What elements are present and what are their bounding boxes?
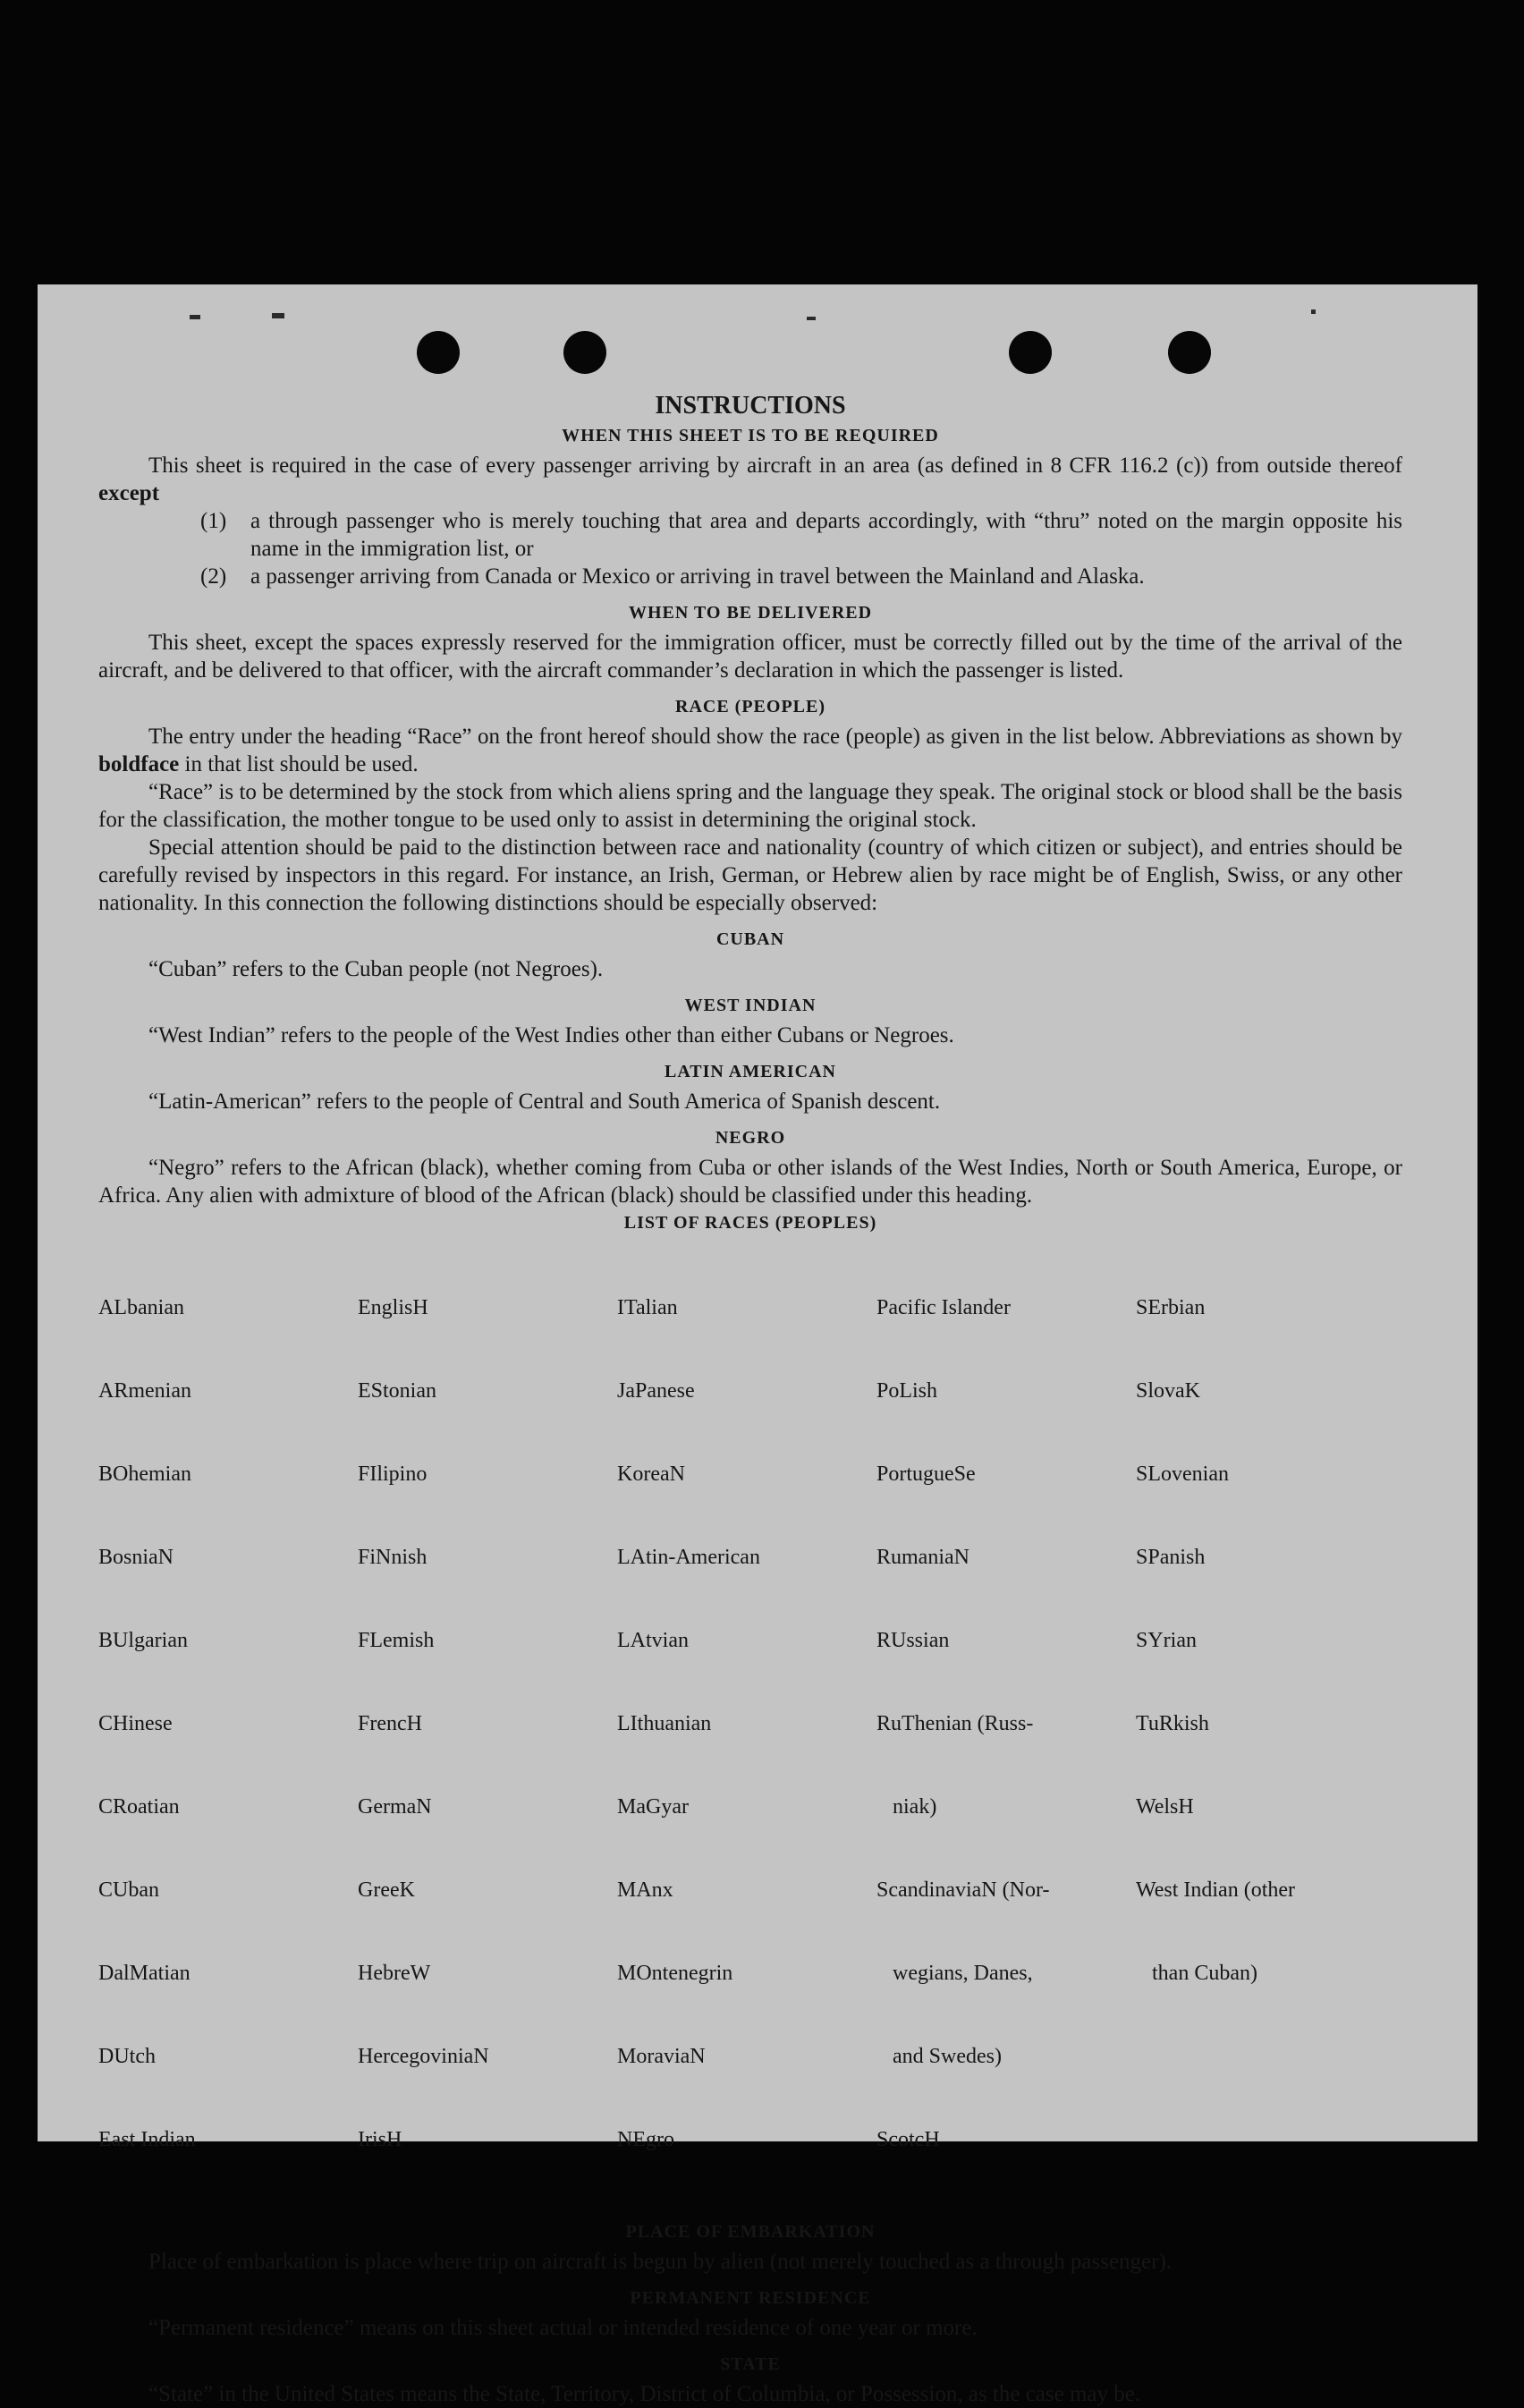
section-heading: LIST OF RACES (PEOPLES) [623, 1213, 877, 1233]
race-entry: IrisH [358, 2128, 402, 2151]
instruction-sheet [38, 284, 1477, 2406]
speck [190, 315, 200, 319]
punch-hole [417, 331, 460, 374]
race-entry: and Swedes) [876, 2045, 1002, 2068]
section-heading: PLACE OF EMBARKATION [625, 2222, 876, 2242]
race-entry: FIlipino [358, 1463, 428, 1486]
negro-text: “Negro” refers to the African (black), whether coming from Cuba or other islands of the West Indies, North or South America, Europe, or Africa. Any alien with admixture of blood of the African (black) should be classified under this heading. [98, 1156, 1402, 1208]
race-column [1136, 1239, 1386, 2209]
race-entry: MOntenegrin [617, 1962, 733, 1985]
race-column [98, 1239, 358, 2209]
race-entry: ALbanian [98, 1296, 184, 1319]
section-heading: WEST INDIAN [684, 996, 817, 1015]
race-entry: BOhemian [98, 1463, 191, 1486]
speck [1311, 309, 1316, 314]
punch-hole [1009, 331, 1052, 374]
race-entry: ITalian [617, 1296, 678, 1319]
race-entry: RuThenian (Russ- [876, 1712, 1034, 1735]
race-entry: LAtin-American [617, 1546, 760, 1569]
race-entry: wegians, Danes, [876, 1962, 1033, 1985]
west-indian-text: “West Indian” refers to the people of the West Indies other than either Cubans or Negroes. [148, 1023, 954, 1047]
race-paragraph-3: Special attention should be paid to the distinction between race and nationality (country of which citizen or subject), and entries should be carefully revised by inspectors in this regard. For instance, an Irish, German, or Hebrew alien by race might be of English, Swiss, or any other nationality. In this connection the following distinctions should be especially observed: [98, 835, 1402, 915]
when-delivered-text: This sheet, except the spaces expressly reserved for the immigration officer, must be correctly filled out by the time of the arrival of the aircraft, and be delivered to that officer, with the aircraft commander’s declaration in which the passenger is listed. [98, 631, 1402, 683]
section-heading: WHEN THIS SHEET IS TO BE REQUIRED [562, 426, 939, 445]
race-list [98, 1239, 1402, 2209]
race-entry: FLemish [358, 1629, 435, 1652]
race-entry: CRoatian [98, 1795, 180, 1819]
race-entry: DalMatian [98, 1962, 190, 1985]
race-entry: LIthuanian [617, 1712, 712, 1735]
race-entry: MaGyar [617, 1795, 689, 1819]
section-heading: NEGRO [715, 1128, 786, 1148]
race-entry: TuRkish [1136, 1712, 1209, 1735]
residence-text: “Permanent residence” means on this sheet actual or intended residence of one year or more. [148, 2316, 978, 2340]
race-entry: EStonian [358, 1379, 436, 1403]
section-heading: STATE [720, 2354, 781, 2374]
race-entry: ScandinaviaN (Nor- [876, 1878, 1050, 1902]
punch-hole [563, 331, 606, 374]
race-entry: KoreaN [617, 1463, 685, 1486]
page-title: INSTRUCTIONS [655, 392, 846, 420]
race-entry: niak) [876, 1795, 937, 1819]
race-entry: WelsH [1136, 1795, 1194, 1819]
race-entry: East Indian [98, 2128, 196, 2151]
exception-item: (1) a through passenger who is merely touching that area and departs accordingly, with “thru” noted on the margin opposite his name in the immigration list, or [200, 509, 1402, 561]
latin-american-text: “Latin-American” refers to the people of Central and South America of Spanish descent. [148, 1090, 941, 1114]
race-entry: GermaN [358, 1795, 432, 1819]
race-entry: SYrian [1136, 1629, 1197, 1652]
section-heading: LATIN AMERICAN [665, 1062, 836, 1081]
race-column [358, 1239, 617, 2209]
instructions-body [98, 392, 1402, 2408]
exception-item: (2) a passenger arriving from Canada or Mexico or arriving in travel between the Mainland and Alaska. [200, 564, 1145, 589]
race-entry: GreeK [358, 1878, 415, 1902]
race-entry: FrencH [358, 1712, 422, 1735]
race-column [876, 1239, 1136, 2209]
race-entry: DUtch [98, 2045, 156, 2068]
race-entry: PoLish [876, 1379, 938, 1403]
race-entry: CUban [98, 1878, 159, 1902]
race-entry: MoraviaN [617, 2045, 706, 2068]
section-heading: RACE (PEOPLE) [675, 697, 826, 716]
section-heading: CUBAN [715, 929, 785, 949]
embarkation-text: Place of embarkation is place where trip on aircraft is begun by alien (not merely touched as a through passenger). [148, 2250, 1173, 2274]
race-entry: Pacific Islander [876, 1296, 1011, 1319]
race-column [617, 1239, 876, 2209]
race-entry: JaPanese [617, 1379, 695, 1403]
race-entry: EnglisH [358, 1296, 428, 1319]
race-entry: MAnx [617, 1878, 673, 1902]
race-entry: West Indian (other [1136, 1878, 1296, 1902]
race-entry: CHinese [98, 1712, 173, 1735]
speck [272, 313, 284, 318]
race-entry: RumaniaN [876, 1546, 969, 1569]
race-entry: SLovenian [1136, 1463, 1229, 1486]
race-entry: BUlgarian [98, 1629, 188, 1652]
race-entry: RUssian [876, 1629, 950, 1652]
section-heading: PERMANENT RESIDENCE [630, 2288, 871, 2308]
race-entry: ARmenian [98, 1379, 191, 1403]
race-entry: than Cuban) [1136, 1962, 1257, 1985]
when-required-intro: This sheet is required in the case of every passenger arriving by aircraft in an area (as defined in 8 CFR 116.2 (c)) from outside thereof except [98, 454, 1402, 505]
race-entry: HercegoviniaN [358, 2045, 489, 2068]
race-entry: HebreW [358, 1962, 431, 1985]
punch-hole [1168, 331, 1211, 374]
race-entry: FiNnish [358, 1546, 428, 1569]
race-entry: NEgro [617, 2128, 674, 2151]
section-heading: WHEN TO BE DELIVERED [628, 603, 873, 623]
speck [807, 317, 816, 320]
race-paragraph-1: The entry under the heading “Race” on the front hereof should show the race (people) as given in the list below. Abbreviations as shown by boldface in that list should be used. [98, 725, 1402, 776]
race-entry: SPanish [1136, 1546, 1206, 1569]
race-paragraph-2: “Race” is to be determined by the stock from which aliens spring and the language they speak. The original stock or blood shall be the basis for the classification, the mother tongue to be used only to assist in determining the original stock. [98, 780, 1402, 832]
race-entry: ScotcH [876, 2128, 940, 2151]
race-entry: PortugueSe [876, 1463, 976, 1486]
race-entry: LAtvian [617, 1629, 689, 1652]
race-entry: BosniaN [98, 1546, 174, 1569]
race-entry: SErbian [1136, 1296, 1206, 1319]
state-text: “State” in the United States means the State, Territory, District of Columbia, or Possession, as the case may be. [148, 2382, 1141, 2406]
race-entry: SlovaK [1136, 1379, 1200, 1403]
cuban-text: “Cuban” refers to the Cuban people (not Negroes). [148, 957, 604, 981]
